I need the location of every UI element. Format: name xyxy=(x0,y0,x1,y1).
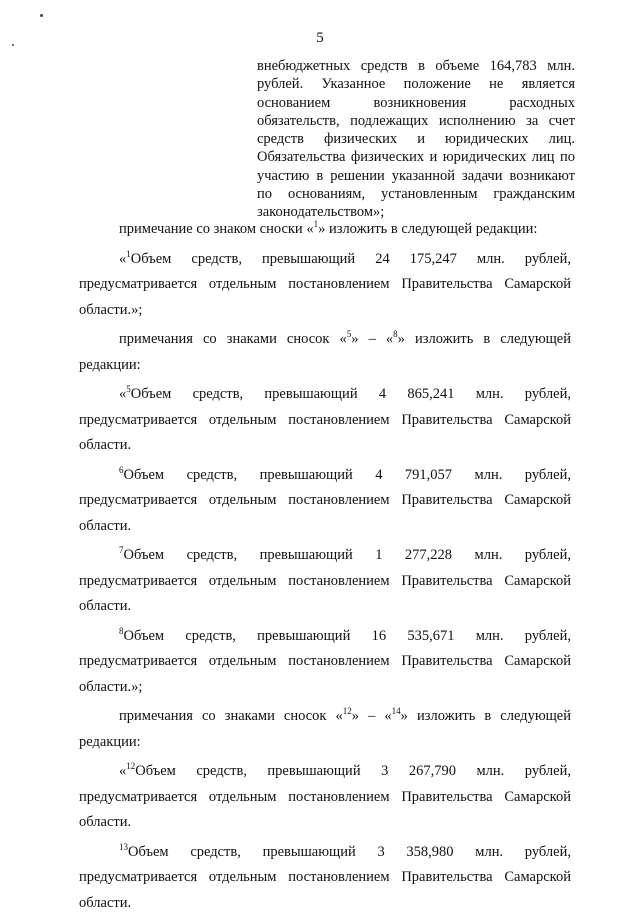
text: » изложить в следующей редакции: xyxy=(79,708,571,750)
footnote-mark: 1 xyxy=(314,219,319,229)
quoted-text-block: внебюджетных средств в объеме 164,783 млн. рублей. Указанное положение не является основанием возникновения расходных обязательств, подлежащих исполнению за счет средств физических и юридических лиц. Обязательства физических и юридических лиц по участию в решении указанной задачи возникают по основаниям, установленным гражданским законодательством»; xyxy=(257,57,575,222)
footnote-8-text xyxy=(79,624,571,701)
text: Объем средств, превышающий 3 267,790 млн. рублей, предусматривается отдельным постановлением Правительства Самарской области. xyxy=(79,763,571,830)
footnote-6-text xyxy=(79,463,571,540)
footnote-mark: 12 xyxy=(343,706,352,716)
footnote-7-text xyxy=(79,543,571,620)
footnote-mark: 5 xyxy=(126,384,131,394)
footnote-mark: 8 xyxy=(393,329,398,339)
scan-speck xyxy=(40,14,43,17)
text: примечания со знаками сносок « xyxy=(119,331,347,347)
footnote-12-text xyxy=(79,759,571,836)
text: Объем средств, превышающий 3 358,980 млн. рублей, предусматривается отдельным постановлением Правительства Самарской области. xyxy=(79,844,571,911)
text: примечание со знаком сноски « xyxy=(119,221,314,237)
text: примечания со знаками сносок « xyxy=(119,708,343,724)
text: » изложить в следующей редакции: xyxy=(79,331,571,373)
paragraph-notes-12-14 xyxy=(79,704,571,755)
paragraph-notes-5-8 xyxy=(79,327,571,378)
footnote-5-text xyxy=(79,382,571,459)
text: Объем средств, превышающий 1 277,228 млн. рублей, предусматривается отдельным постановлением Правительства Самарской области. xyxy=(79,547,571,614)
open-quote: « xyxy=(119,251,126,267)
paragraph-note-1 xyxy=(79,217,571,243)
footnote-mark: 12 xyxy=(126,761,135,771)
open-quote: « xyxy=(119,386,126,402)
footnote-mark: 8 xyxy=(119,626,124,636)
text: Объем средств, превышающий 16 535,671 млн. рублей, предусматривается отдельным постановлением Правительства Самарской области.»; xyxy=(79,628,571,695)
footnote-1-text xyxy=(79,247,571,324)
footnote-mark: 13 xyxy=(119,842,128,852)
footnote-mark: 14 xyxy=(392,706,401,716)
page-number: 5 xyxy=(0,30,640,47)
text: Объем средств, превышающий 4 865,241 млн. рублей, предусматривается отдельным постановлением Правительства Самарской области. xyxy=(79,386,571,453)
footnote-mark: 5 xyxy=(347,329,352,339)
text: » – « xyxy=(352,708,392,724)
document-body xyxy=(79,217,571,916)
text: Объем средств, превышающий 24 175,247 млн. рублей, предусматривается отдельным постановлением Правительства Самарской области.»; xyxy=(79,251,571,318)
text: » изложить в следующей редакции: xyxy=(318,221,537,237)
footnote-mark: 6 xyxy=(119,465,124,475)
text: » – « xyxy=(351,331,393,347)
open-quote: « xyxy=(119,763,126,779)
footnote-mark: 7 xyxy=(119,545,124,555)
text: Объем средств, превышающий 4 791,057 млн. рублей, предусматривается отдельным постановлением Правительства Самарской области. xyxy=(79,467,571,534)
footnote-mark: 1 xyxy=(126,249,131,259)
